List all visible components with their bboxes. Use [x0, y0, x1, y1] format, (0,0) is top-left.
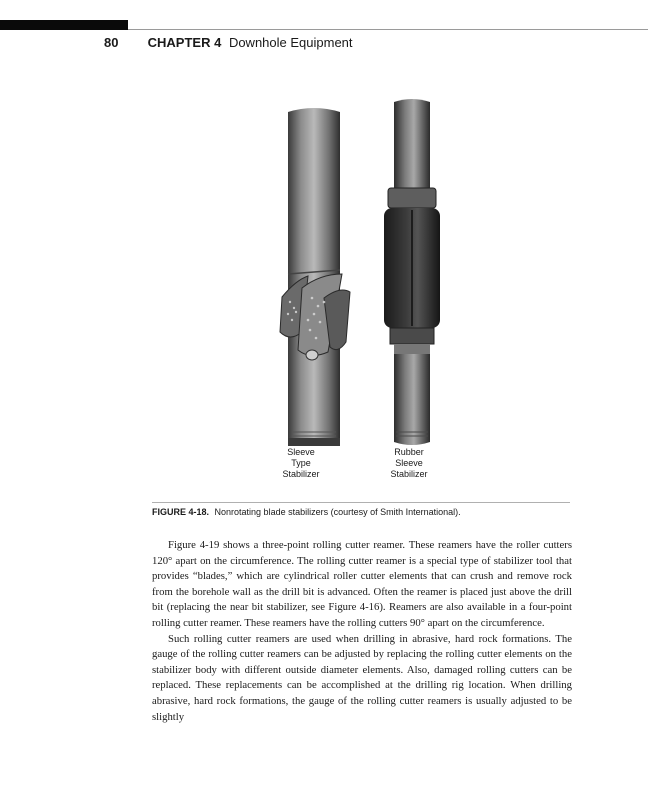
sleeve-type-stabilizer-illustration [280, 108, 350, 446]
right-caption-line: Rubber [394, 447, 424, 457]
right-caption-line: Sleeve [395, 458, 423, 468]
left-caption-line: Type [291, 458, 311, 468]
left-caption-line: Stabilizer [282, 469, 320, 479]
rubber-sleeve-stabilizer-illustration [384, 99, 440, 445]
stabilizer-photo [262, 92, 452, 452]
figure-caption-text: Nonrotating blade stabilizers (courtesy of Smith International). [214, 507, 461, 517]
paragraph: Such rolling cutter reamers are used when drilling in abrasive, hard rock formations. The gauge of the rolling cutter reamers can be adjusted by replacing the rolling cutter elements on the stabilizer body with different outside diameter elements. Also, damaged rolling cutters can be replaced. These replacements can be accomplished at the drilling rig location. When drilling abrasive, hard rock formations, the gauge of the rolling cutter reamers is usually adjusted to be slightly [152, 632, 572, 723]
right-caption-line: Stabilizer [390, 469, 428, 479]
page-number: 80 [104, 35, 119, 50]
figure-label: FIGURE 4-18. [152, 507, 210, 517]
right-figure-caption [374, 447, 444, 480]
header-black-bar [0, 20, 128, 30]
chapter-title: Downhole Equipment [228, 35, 353, 50]
running-head [104, 35, 353, 50]
caption-rule [152, 502, 570, 503]
paragraph: Figure 4-19 shows a three-point rolling cutter reamer. These reamers have the roller cutters 120° apart on the circumference. The rolling cutter reamer is a special type of stabilizer tool that provides “blades,” which are cylindrical roller cutter elements that can crush and remove rock from the borehole wall as the drill bit is advanced. Often the reamer is placed just above the drill bit (replacing the near bit stabilizer, see Figure 4-16). Reamers are also available in a four-point rolling cutter reamer. These reamers have the rolling cutters 90° apart on the circumference. [152, 539, 572, 629]
figure-caption [152, 507, 572, 517]
chapter-label: CHAPTER 4 [147, 35, 222, 50]
left-figure-caption [266, 447, 336, 480]
body-text [152, 538, 572, 725]
header-rule [128, 29, 648, 30]
left-caption-line: Sleeve [287, 447, 315, 457]
